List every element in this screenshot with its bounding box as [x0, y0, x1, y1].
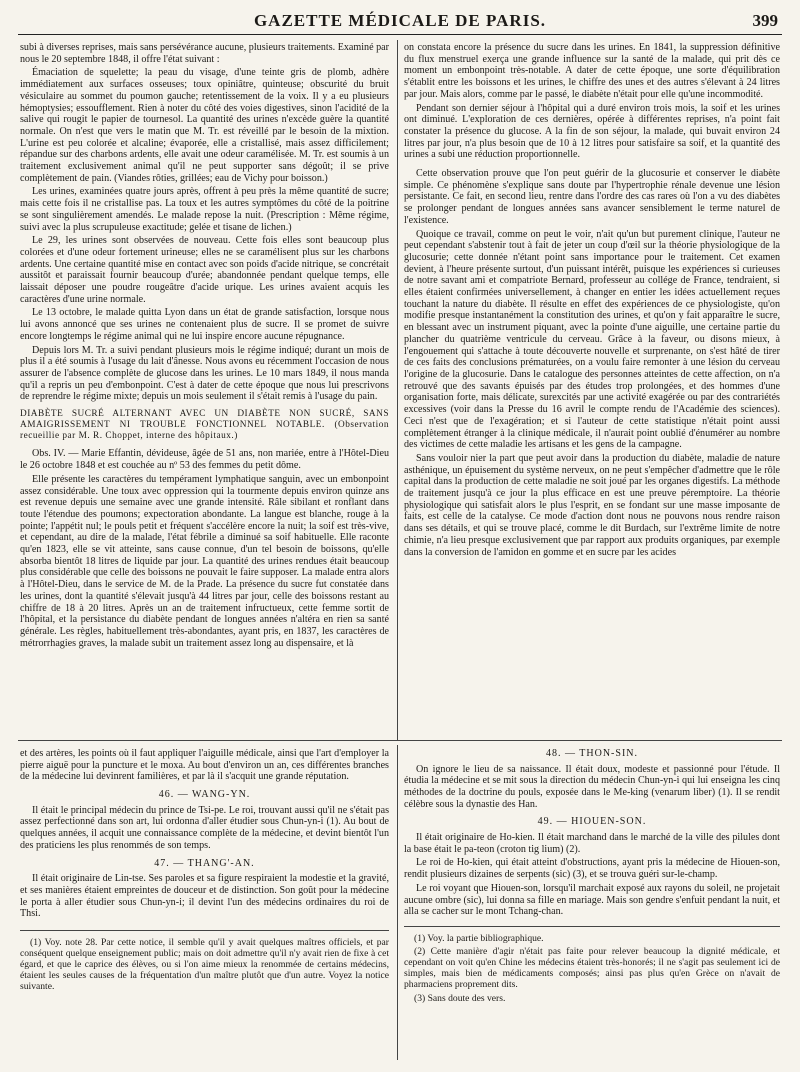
left-column	[20, 42, 389, 738]
entry-heading: 47. — THANG'-AN.	[154, 857, 255, 869]
entry-heading: 48. — THON-SIN.	[545, 748, 639, 759]
paragraph: Sans vouloir nier la part que peut avoir dans la production du diabète, maladie de nature asthénique, un épuisement du système nerveux, on ne peut s'empêcher d'admettre que le rôle capital dans la production de cette maladie ne soit joué par les organes digestifs. La méthode de traitement jusqu'à ce jour la plus efficace en est une preuve péremptoire. La théorie physiologique qui satisfait alors le plus l'esprit, en se fondant sur une masse imposante de faits, est celle de la catalyse. Ce mode d'action dont nous ne pouvons nous rendre raison dans ses détails, et qui se trouve placé, comme le dit Burdach, sur l'extrême limite de notre chimie, n'a lieu presque exclusivement que par rapport aux produits organiques, par exemple dans la conversion de l'amidon en gomme et en sucre par les acides	[404, 452, 780, 558]
paragraph: Il était originaire de Ho-kien. Il était marchand dans le marché de la ville des pilules dont la base était le pa-teon (croton tig lium) (2).	[404, 832, 780, 855]
paragraph: Le 29, les urines sont observées de nouveau. Cette fois elles sont beaucoup plus colorées et d'une odeur fortement urineuse; elles ne se caramélisent plus sur les charbons ardents. Une certaine quantité mise en contact avec son poids d'acide nitrique, se concrétait aussitôt et paraissait fournir beaucoup d'urée; abandonnée pendant quelque temps, elle laissait déposer une poudre rougeâtre d'acide urique. Les urines avaient acquis les caractères d'une urine normale.	[20, 235, 389, 305]
paragraph: Émaciation de squelette; la peau du visage, d'une teinte gris de plomb, adhère immédiatement aux surfaces osseuses; toux opiniâtre, quinteuse; obscurité du bruit vésiculaire au sommet du poumon gauche; retentissement de la voix. Il y a eu plusieurs hémoptysies; essoufflement. Rien à noter du côté des voies digestives, sinon l'acidité de la salive qui rougit le papier de tournesol. La quantité des urines n'excède guère la quantité normale. On n'est que vers le matin que M. Tr. est réveillé par le besoin de la mixtion. L'urine est peu colorée et alcaline; évaporée, elle a cristallisé, mais assez difficilement; répandue sur des charbons ardents, elle avait une odeur caramélisée. M. Tr. est soumis à un traitement exclusivement animal qu'il ne peut supporter sans dégoût; il se prive complètement de pain. (Viandes rôties, grillées; eau de Vichy pour boisson.)	[20, 67, 389, 184]
journal-title: GAZETTE MÉDICALE DE PARIS.	[253, 11, 547, 30]
footnote: (2) Cette manière d'agir n'était pas faite pour relever beaucoup la dignité médicale, et cependant on voit qu'en Chine les médecins étaient très-honorés; il ne s'agit pas seulement ici de simples, mais bien de médicaments composés; ainsi pas plus qu'en Grèce on n'avait de pharmaciens proprement dits.	[404, 946, 780, 991]
paragraph: On ignore le lieu de sa naissance. Il était doux, modeste et passionné pour l'étude. Il étudia la médecine et se mit sous la direction du médecin Chun-yn-i qui lui enseigna les cinq méthodes de la doctrine du pouls, exposée dans le Me-king (venarum liber) (1). Il se rendit célèbre sous la dynastie des Han.	[404, 763, 780, 810]
paragraph: Le roi de Ho-kien, qui était atteint d'obstructions, ayant pris la médecine de Hiouen-son, rendit plusieurs dizaines de serpents (sic) (3), et se trouva guéri sur-le-champ.	[404, 857, 780, 881]
section-divider	[18, 740, 782, 741]
footnote-rule	[404, 926, 780, 927]
paragraph: et des artères, les points où il faut appliquer l'aiguille médicale, ainsi que l'art d'employer la pierre aiguë pour la puncture et le moxa. Au bout d'environ un an, ces différentes branches de la médecine lui devinrent familières, et par là il s'acquit une grande réputation.	[20, 748, 389, 783]
footnote: (1) Voy. note 28. Par cette notice, il semble qu'il y avait quelques maîtres officiels, et par conséquent quelque enseignement public; mais on doit admettre qu'il n'y avait rien de fixe à cet égard, et que le caprice des élèves, ou si l'on aime mieux la renommée de certains médecins, étaient les seules causes de la fréquentation d'un maître plutôt que d'un autre. Voyez la notice suivante.	[20, 936, 389, 993]
bottom-left-column	[20, 748, 389, 1058]
paragraph: Il était le principal médecin du prince de Tsi-pe. Le roi, trouvant aussi qu'il ne s'était pas assez perfectionné dans son art, lui ordonna d'aller étudier sous Chun-yn-i (1). Au bout de quelques années, il acquit une connaissance complète de la médecine, et devint bientôt l'un des praticiens les plus renommés de son temps.	[20, 804, 389, 851]
page-header	[18, 6, 782, 35]
footnotes	[404, 933, 780, 1004]
paragraph: Cette observation prouve que l'on peut guérir de la glucosurie et conserver le diabète simple. Ce phénomène s'explique sans doute par l'hypertrophie rénale devenue une lésion persistante. Ce fait, en second lieu, rentre dans l'ordre des cas rares où l'on a vu des diabètes se prolonger pendant de longues années sans avancer sensiblement le terme naturel de l'existence.	[404, 168, 780, 226]
footnote: (3) Sans doute des vers.	[414, 992, 506, 1004]
paragraph: Obs. IV. — Marie Effantin, dévideuse, âgée de 51 ans, non mariée, entre à l'Hôtel-Dieu le 26 octobre 1848 et est couchée au nº 53 des femmes du petit dôme.	[20, 448, 389, 472]
paragraph: subi à diverses reprises, mais sans persévérance aucune, plusieurs traitements. Examiné par nous le 20 septembre 1848, il offre l'état suivant :	[20, 42, 389, 65]
paragraph: Il était originaire de Lin-tse. Ses paroles et sa figure respiraient la modestie et la gravité, et ses manières étaient empreintes de douceur et de distinction. Son goût pour la médecine le porta à aller étudier sous Chun-yn-i; il devint l'un des médecins ordinaires du roi de Thsi.	[20, 873, 389, 920]
footnote: (1) Voy. la partie bibliographique.	[414, 932, 544, 944]
footnotes	[20, 937, 389, 993]
paragraph: on constata encore la présence du sucre dans les urines. En 1841, la suppression définitive du flux menstruel exerça une grande influence sur la santé de la malade, qui prit dès ce moment un embonpoint très-notable. A dater de cette époque, une sorte d'équilibration s'établit entre les boissons et les urines, le chiffre des unes et des autres s'élevant à 24 litres par jour. Mais alors, comme par le passé, le diabète n'était pour elle qu'une incommodité.	[404, 42, 780, 100]
paragraph: Le roi voyant que Hiouen-son, lorsqu'il marchait exposé aux rayons du soleil, ne projetait aucune ombre (sic), lui donna sa fille en mariage. Mais son gendre s'enfuit pendant la nuit, et alla se cacher sur le mont Tchang-chan.	[404, 882, 780, 918]
paragraph: Le 13 octobre, le malade quitta Lyon dans un état de grande satisfaction, lorsque nous lui avons annoncé que ses urines ne contenaient plus de sucre. Il se promet de suivre encore longtemps le régime animal qui ne lui inspire encore aucune répugnance.	[20, 307, 389, 342]
paragraph: Quoique ce travail, comme on peut le voir, n'ait qu'un but purement clinique, l'auteur ne peut cependant s'abstenir tout à fait de jeter un coup d'œil sur la théorie physiologique de la glucosurie; cette donnée n'étant point sans importance pour le traitement. Cet examen devient, à l'heure présente surtout, d'un puissant intérêt, puisque les expériences si curieuses de notre savant ami et compatriote Bernard, professeur au collége de France, tendraient, si elles étaient confirmées universellement, à changer en entier les idées actuellement reçues touchant la nature du diabète. Il résulte en effet des expériences de ce physiologiste, qu'on modifie presque instantanément la constitution des urines, et qu'on y fait apparaître le sucre, en blessant avec un instrument piquant, avec la pointe d'une aiguille, une certaine partie du plancher du quatrième ventricule du cerveau. Grâce à la faveur, ou disons mieux, à l'engouement qui s'attache à toute découverte nouvelle et surprenante, on s'est hâté de tirer de ces faits des conclusions prématurées, on a voulu faire remonter à une lésion du cerveau l'origine de la glucosurie. Dans le catalogue des personnes atteintes de cette affection, on n'a retrouvé que des savants épuisés par des études trop prolongées, et des hommes d'une organisation forte, mais délicate, surexcités par une activité exagérée ou par des contrariétés excessives (voir dans la Presse du 16 avril le compte rendu de l'Académie des sciences). Ceci n'est que de l'exagération; et si l'auteur de cette statistique n'était point aussi complètement étranger à la clinique médicale, il n'aurait point oublié d'énumérer au nombre des victimes de cette maladie les artisans et les gens de la campagne.	[404, 228, 780, 451]
paragraph: Pendant son dernier séjour à l'hôpital qui a duré environ trois mois, la soif et les urines ont diminué. L'exploration de ces dernières, opérée à différentes reprises, n'a point fait constater la présence du glucose. A la fin de son séjour, la malade, qui buvait environ 24 litres par jour, n'a plus besoin que de 10 à 12 litres pour satisfaire sa soif, et la quantité des urines a subi une réduction proportionnelle.	[404, 102, 780, 161]
column-divider	[397, 745, 398, 1060]
paragraph: Elle présente les caractères du tempérament lymphatique sanguin, avec un embonpoint assez considérable. Une toux avec oppression qui la tourmente depuis environ quinze ans est revenue depuis une semaine avec une grande intensité. Râle sibilant et ronflant dans toute l'étendue des poumons; expectoration abondante. La langue est blanche, rouge à la pointe; l'appétit nul; le pouls petit et fréquent s'accélère encore la nuit; la soif est très-vive, et cependant, au dire de la malade, l'état fébrile a diminué sa soif habituelle. Elle raconte qu'en 1823, elle se vit atteinte, sans cause connue, d'un tel besoin de boissons, qu'elle absorba bientôt 18 litres de liquide par jour. La quantité des urines rendues était beaucoup plus considérable que celle des boissons ne pouvait le faire supposer. La malade entra alors à l'Hôtel-Dieu, dans le service de M. de la Prade. La présence du sucre fut constatée dans les urines, dont la quantité s'élevait jusqu'à 44 litres par jour, celle des boissons restant au chiffre de 18 à 20 litres. Après un an de traitement infructueux, cette femme sortit de l'hôpital, et la persistance du diabète pendant de longues années n'altéra en rien sa santé générale. Les règles, habituellement très-abondantes, ayant pris, en 1837, les caractères de métrorrhagies graves, la malade subit un traitement assez long au dispensaire, et là	[20, 473, 389, 649]
observation-heading: DIABÈTE SUCRÉ ALTERNANT AVEC UN DIABÈTE NON SUCRÉ, SANS AMAIGRISSEMENT NI TROUBLE FONCTIONNEL NOTABLE. (Observation recueillie par M. R. Choppet, interne des hôpitaux.)	[20, 409, 389, 441]
paragraph: Depuis lors M. Tr. a suivi pendant plusieurs mois le régime indiqué; durant un mois de plus il a été soumis à l'usage du lait d'ânesse. Nous avons eu récemment l'occasion de nous assurer de l'absence complète de glucose dans les urines. Le 10 mars 1849, il nous manda qu'il a repris un peu d'embonpoint. C'est à dater de cette époque que nous lui prescrivons de reprendre le régime mixte; depuis un mois seulement il s'était remis à l'usage du pain.	[20, 344, 389, 403]
page-number: 399	[752, 11, 778, 30]
bottom-right-column	[404, 748, 780, 1058]
paragraph: Les urines, examinées quatre jours après, offrent à peu près la même quantité de sucre; mais cette fois il ne cristallise pas. La toux et les autres symptômes du côté de la poitrine se sont singulièrement amendés. Le malade repose la nuit. (Prescription : Même régime, suivi avec la plus scrupuleuse exactitude; gelée et tisane de lichen.)	[20, 186, 389, 233]
column-divider	[397, 40, 398, 740]
right-column	[404, 42, 780, 738]
footnote-rule	[20, 930, 389, 931]
entry-heading: 46. — WANG-YN.	[158, 789, 251, 801]
entry-heading: 49. — HIOUEN-SON.	[537, 816, 647, 828]
